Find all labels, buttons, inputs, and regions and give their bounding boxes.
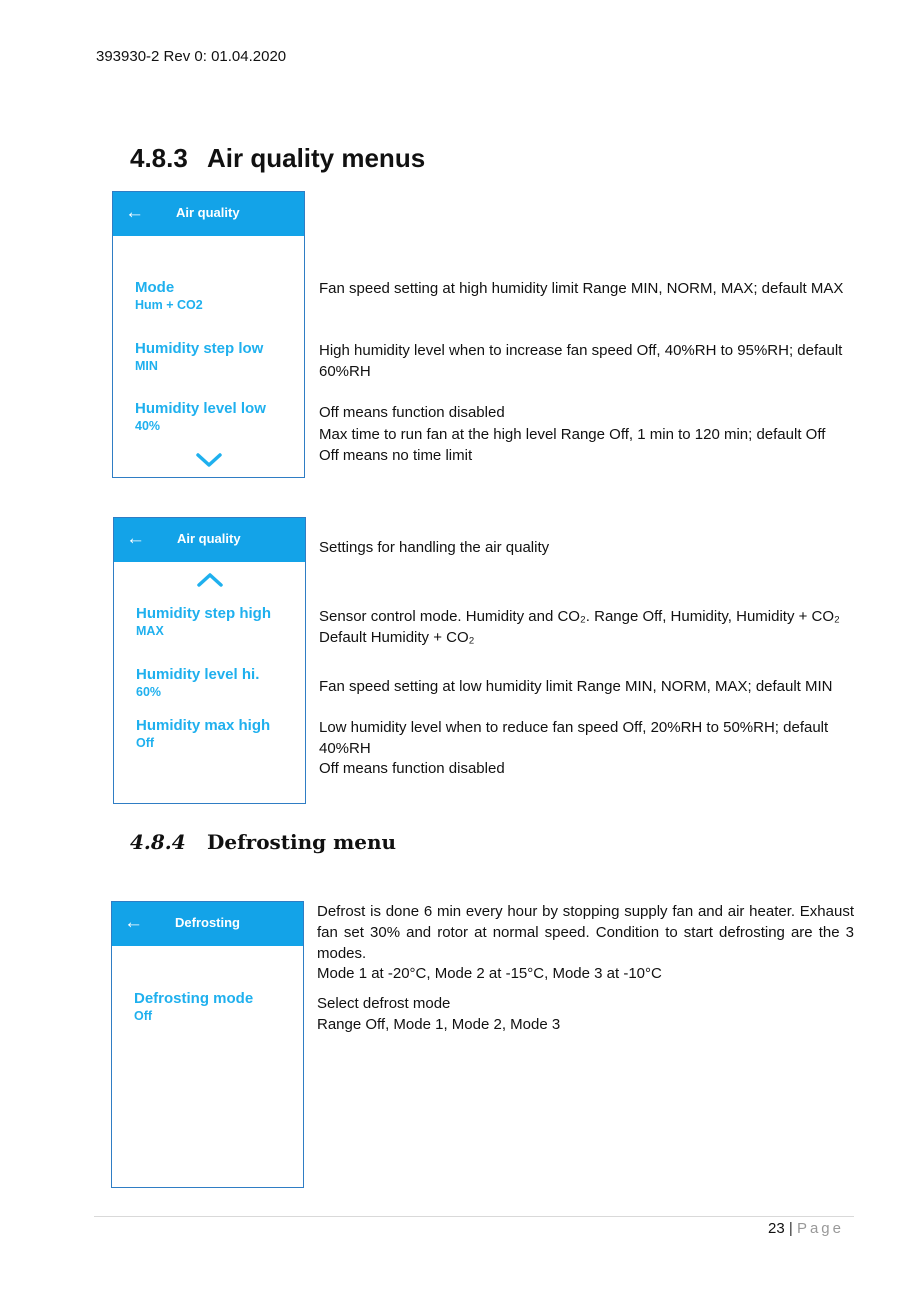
section-heading-4-8-4: [130, 830, 396, 854]
screen-title: Defrosting: [175, 915, 240, 930]
menu-item-label: Defrosting mode: [134, 990, 254, 1007]
description-defrost-modes: Mode 1 at -20°C, Mode 2 at -15°C, Mode 3 at -10°C: [317, 965, 662, 982]
menu-item-humidity-max-high[interactable]: [136, 717, 270, 751]
menu-item-label: Mode: [135, 279, 175, 296]
section-title: Air quality menus: [207, 143, 426, 173]
description-high-humidity-level: High humidity level when to increase fan speed Off, 40%RH to 95%RH; default 60%RH: [319, 342, 843, 380]
menu-item-label: Humidity level hi.: [136, 666, 260, 683]
description-defrost-paragraph: Defrost is done 6 min every hour by stopping supply fan and air heater. Exhaust fan set 30% and rotor at normal speed. Condition to start defrosting are the 3 modes.: [317, 903, 854, 962]
air-quality-screen-2: [113, 517, 306, 804]
page-separator: |: [788, 1220, 793, 1237]
footer-divider: [94, 1216, 854, 1217]
menu-item-value: MAX: [136, 624, 164, 638]
menu-item-humidity-step-high[interactable]: [136, 605, 271, 639]
description-max-time-high: Max time to run fan at the high level Range Off, 1 min to 120 min; default Off: [319, 426, 826, 443]
chevron-down-icon[interactable]: [196, 453, 222, 467]
page-word: Page: [796, 1220, 844, 1237]
description-off-disabled-2: Off means function disabled: [319, 760, 505, 777]
screen-title: Air quality: [177, 531, 241, 546]
menu-item-humidity-level-hi[interactable]: [136, 666, 259, 700]
menu-item-label: Humidity step low: [135, 340, 264, 357]
screen-title-bar: [112, 902, 303, 946]
section-title: Defrosting menu: [207, 830, 397, 854]
back-arrow-icon[interactable]: ←: [126, 528, 145, 549]
screen-title-bar: [114, 518, 305, 562]
menu-item-humidity-level-low[interactable]: [135, 400, 266, 434]
back-arrow-icon[interactable]: ←: [124, 912, 143, 933]
menu-item-defrosting-mode[interactable]: [134, 990, 253, 1024]
description-off-no-limit: Off means no time limit: [319, 447, 473, 464]
description-fan-speed-high: Fan speed setting at high humidity limit Range MIN, NORM, MAX; default MAX: [319, 280, 844, 297]
menu-item-mode[interactable]: [135, 279, 203, 313]
description-sensor-control-mode: Sensor control mode. Humidity and CO₂. Range Off, Humidity, Humidity + CO₂: [319, 608, 840, 625]
menu-item-value: 40%: [135, 419, 161, 433]
description-defrost-range: Range Off, Mode 1, Mode 2, Mode 3: [317, 1016, 561, 1033]
description-air-quality-settings: Settings for handling the air quality: [319, 539, 550, 556]
menu-item-label: Humidity step high: [136, 605, 271, 622]
description-fan-speed-low: Fan speed setting at low humidity limit Range MIN, NORM, MAX; default MIN: [319, 678, 833, 695]
menu-item-label: Humidity max high: [136, 717, 271, 734]
document-reference: 393930-2 Rev 0: 01.04.2020: [96, 48, 287, 65]
menu-item-value: Off: [134, 1009, 153, 1023]
menu-item-value: MIN: [135, 359, 158, 373]
page-footer: [768, 1220, 844, 1237]
menu-item-humidity-step-low[interactable]: [135, 340, 263, 374]
chevron-up-icon[interactable]: [197, 573, 223, 587]
menu-item-value: Hum + CO2: [135, 298, 203, 312]
section-number: 4.8.4: [130, 830, 186, 854]
section-number: 4.8.3: [130, 143, 188, 173]
page-number: 23: [768, 1220, 785, 1237]
defrosting-screen: [111, 901, 304, 1188]
section-heading-4-8-3: [130, 143, 425, 174]
menu-item-value: Off: [136, 736, 155, 750]
menu-item-label: Humidity level low: [135, 400, 266, 417]
screen-title: Air quality: [176, 205, 240, 220]
air-quality-screen-1: [112, 191, 305, 478]
screen-title-bar: [113, 192, 304, 236]
menu-item-value: 60%: [136, 685, 162, 699]
description-default-mode: Default Humidity + CO₂: [319, 629, 475, 646]
description-low-humidity-level: Low humidity level when to reduce fan speed Off, 20%RH to 50%RH; default 40%RH: [319, 719, 829, 757]
back-arrow-icon[interactable]: ←: [125, 202, 144, 223]
description-select-defrost-mode: Select defrost mode: [317, 995, 451, 1012]
description-off-disabled: Off means function disabled: [319, 404, 505, 421]
